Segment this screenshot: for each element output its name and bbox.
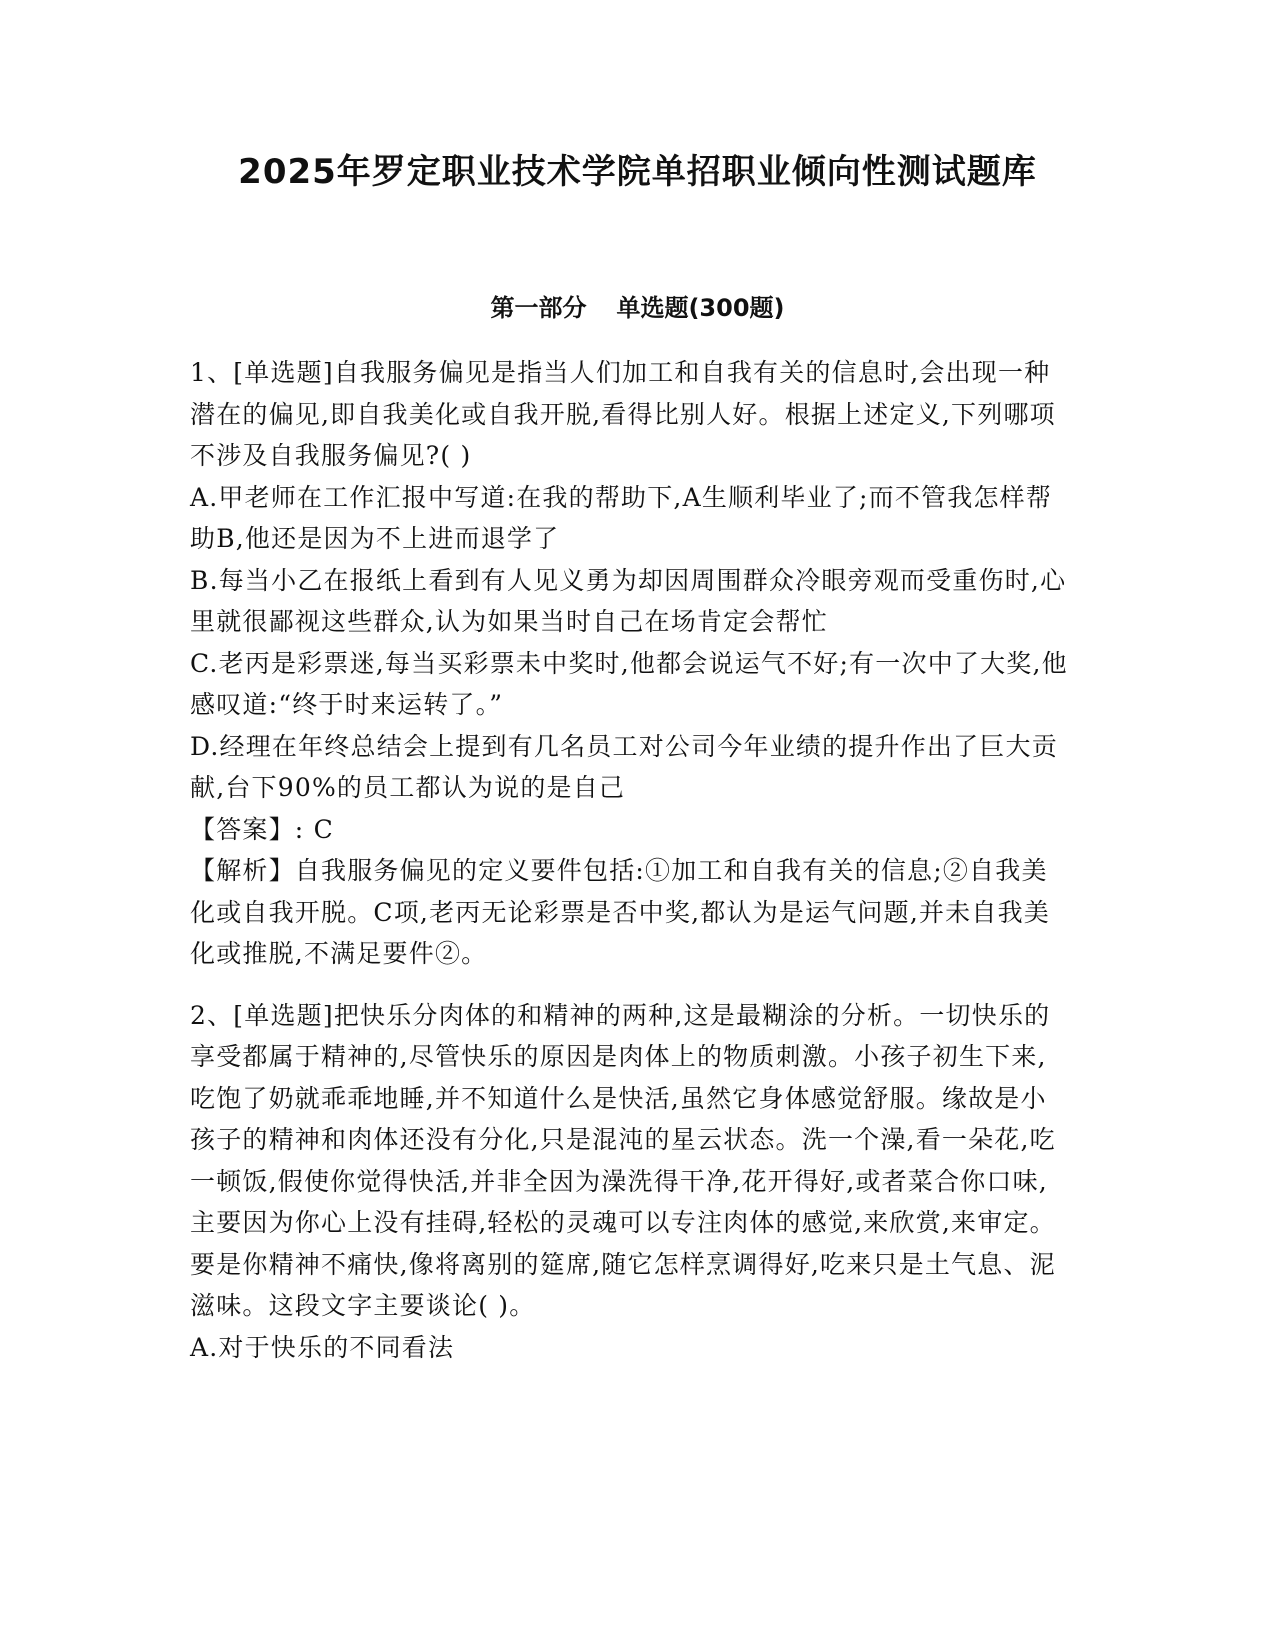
option-d: D.经理在年终总结会上提到有几名员工对公司今年业绩的提升作出了巨大贡献,台下90%的员工都认为说的是自己	[190, 731, 1058, 802]
option-a: A.对于快乐的不同看法	[190, 1332, 455, 1362]
analysis: 【解析】自我服务偏见的定义要件包括:①加工和自我有关的信息;②自我美化或自我开脱。C项,老丙无论彩票是否中奖,都认为是运气问题,并未自我美化或推脱,不满足要件②。	[190, 856, 1050, 968]
question-2	[190, 995, 1070, 1369]
section-title	[0, 292, 1275, 324]
option-a: A.甲老师在工作汇报中写道:在我的帮助下,A生顺利毕业了;而不管我怎样帮助B,他还是因为不上进而退学了	[190, 482, 1053, 553]
document-title: 2025年罗定职业技术学院单招职业倾向性测试题库	[238, 152, 1037, 192]
section-title-part: 第一部分	[490, 294, 587, 322]
option-b: B.每当小乙在报纸上看到有人见义勇为却因周围群众冷眼旁观而受重伤时,心里就很鄙视这些群众,认为如果当时自己在场肯定会帮忙	[190, 565, 1067, 636]
question-list	[190, 352, 1070, 1368]
question-stem: 1、[单选题]自我服务偏见是指当人们加工和自我有关的信息时,会出现一种潜在的偏见,即自我美化或自我开脱,看得比别人好。根据上述定义,下列哪项不涉及自我服务偏见?( )	[190, 358, 1056, 470]
answer: 【答案】: C	[190, 814, 334, 844]
option-c: C.老丙是彩票迷,每当买彩票未中奖时,他都会说运气不好;有一次中了大奖,他感叹道:“终于时来运转了。”	[190, 648, 1068, 719]
question-stem: 2、[单选题]把快乐分肉体的和精神的两种,这是最糊涂的分析。一切快乐的享受都属于精神的,尽管快乐的原因是肉体上的物质刺激。小孩子初生下来,吃饱了奶就乖乖地睡,并不知道什么是快活,虽然它身体感觉舒服。缘故是小孩子的精神和肉体还没有分化,只是混沌的星云状态。洗一个澡,看一朵花,吃一顿饭,假使你觉得快活,并非全因为澡洗得干净,花开得好,或者菜合你口味,主要因为你心上没有挂碍,轻松的灵魂可以专注肉体的感觉,来欣赏,来审定。要是你精神不痛快,像将离别的筵席,随它怎样烹调得好,吃来只是土气息、泥滋味。这段文字主要谈论( )。	[190, 1000, 1056, 1320]
question-1	[190, 352, 1070, 975]
section-title-type: 单选题(300题)	[616, 294, 785, 322]
